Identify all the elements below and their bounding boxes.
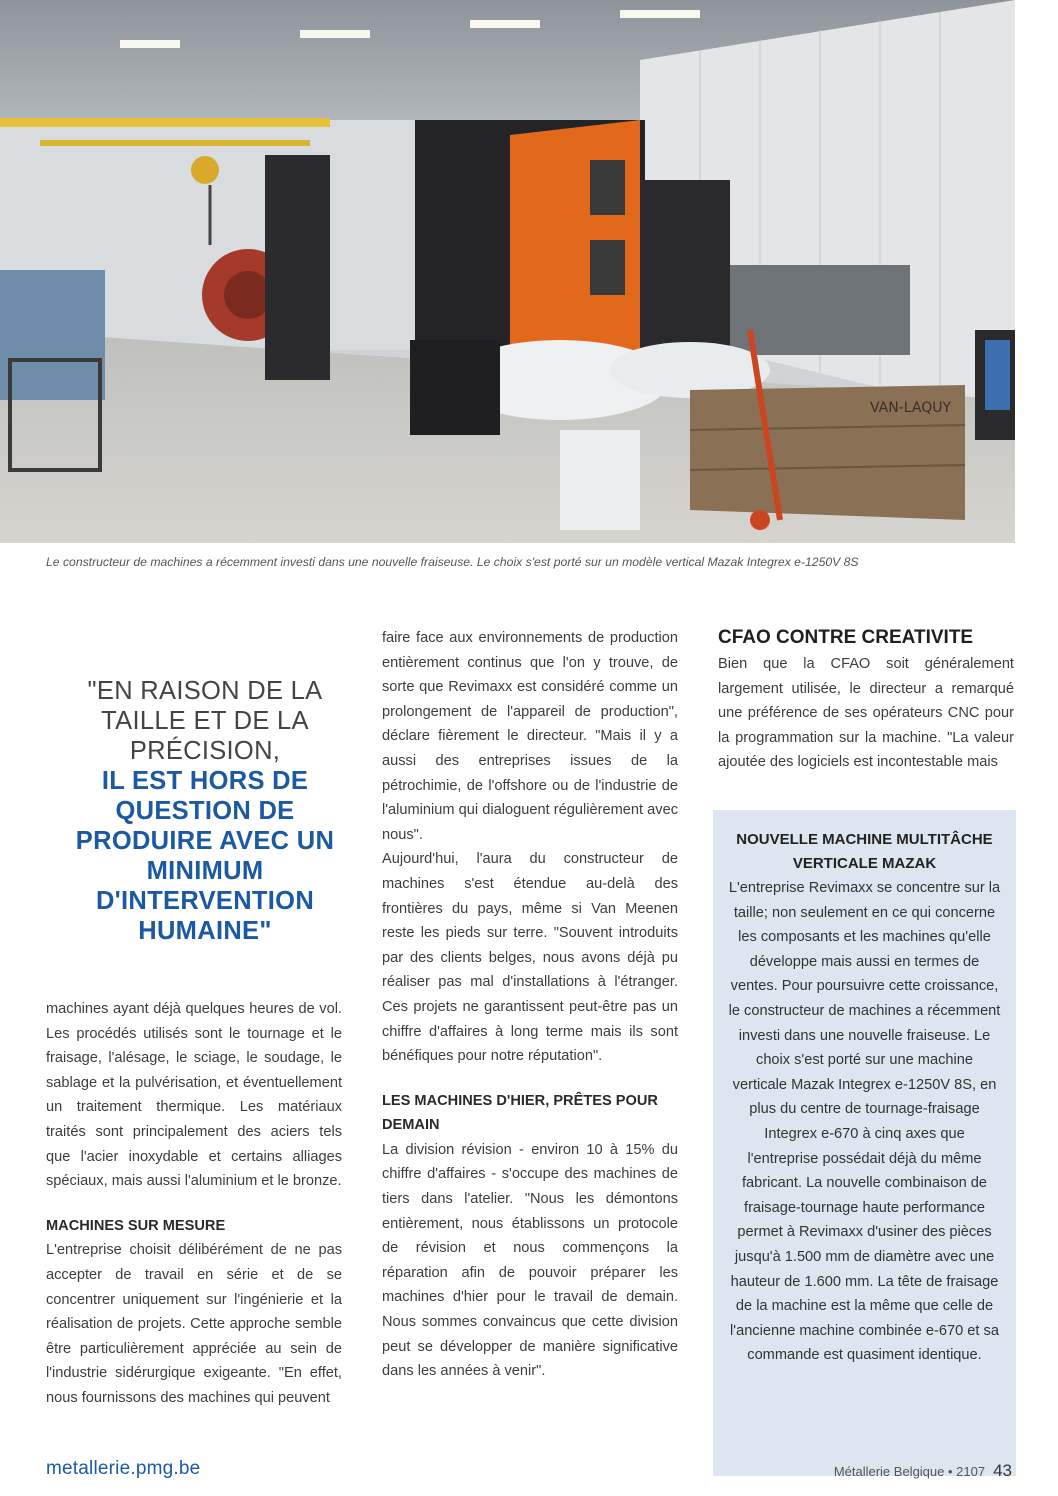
paragraph: Aujourd'hui, l'aura du constructeur de machines s'est étendue au-delà des frontières du pays, même si Van Meenen reste les pieds sur terre. "Souvent introduits par des clients belges, nous avons déjà pu réaliser pas mal d'installations à l'étranger. Ces projets ne garantissent peut-être pas un chiffre d'affaires à long terme mais ils sont bénéfiques pour notre réputation". — [382, 851, 678, 1065]
column-1 — [46, 997, 342, 1411]
paragraph: faire face aux environnements de production entièrement continus que l'on y trouve, de sorte que Revimaxx est considéré comme un prolongement de l'appareil de production", déclare fièrement le directeur. "Mais il y a aussi des entreprises issues de la pétrochimie, de l'offshore ou de l'industrie de l'aluminium qui dialoguent régulièrement avec nous". — [382, 630, 678, 843]
magazine-name: Métallerie Belgique • 2107 — [833, 1464, 986, 1479]
photo-caption: Le constructeur de machines a récemment investi dans une nouvelle fraiseuse. Le choix s'est porté sur un modèle vertical Mazak Integrex e-1250V 8S — [46, 555, 859, 569]
crate-label: VAN-LAQUY — [870, 400, 952, 416]
paragraph: machines ayant déjà quelques heures de vol. Les procédés utilisés sont le tournage et le fraisage, l'alésage, le sciage, le soudage, le sablage et la pulvérisation, et éventuellement un traitement thermique. Les matériaux traités sont principalement des aciers tels que l'acier inoxydable et certains alliages spéciaux, mais aussi l'aluminium et le bronze. — [46, 1001, 342, 1190]
website-link[interactable]: metallerie.pmg.be — [46, 1458, 201, 1479]
sidebar-box — [713, 810, 1016, 1476]
pull-quote — [50, 676, 360, 946]
factory-photo-illustration — [0, 0, 1015, 543]
column-3 — [718, 626, 1014, 775]
section-heading: MACHINES SUR MESURE — [46, 1217, 226, 1234]
page-number: 43 — [993, 1461, 1012, 1480]
section-heading: LES MACHINES D'HIER, PRÊTES POUR DEMAIN — [382, 1092, 658, 1134]
orange-machine — [510, 120, 640, 355]
column-2 — [382, 626, 678, 1384]
page-footer — [834, 1461, 1012, 1481]
crane-beam — [0, 118, 330, 127]
paragraph: Bien que la CFAO soit généralement largement utilisée, le directeur a remarqué une préférence de ses opérateurs CNC pour la programmation sur la machine. "La valeur ajoutée des logiciels est incontestable mais — [718, 656, 1014, 771]
pull-quote-plain: "EN RAISON DE LA TAILLE ET DE LA PRÉCISION, — [87, 677, 323, 765]
pull-quote-bold: IL EST HORS DE QUESTION DE PRODUIRE AVEC UN MINIMUM D'INTERVENTION HUMAINE" — [75, 767, 335, 945]
paragraph: L'entreprise choisit délibérément de ne pas accepter de travail en série et de se concentrer uniquement sur l'ingénierie et la réalisation de projets. Cette approche semble être particulièrement appréciée au sein de l'industrie sidérurgique exigeante. "En effet, nous fournissons des machines qui peuvent — [46, 1242, 342, 1406]
crane-hook — [191, 156, 219, 184]
section-heading: CFAO CONTRE CREATIVITE — [718, 627, 974, 648]
factory-photo — [0, 0, 1015, 543]
sidebar-title: NOUVELLE MACHINE MULTITÂCHE VERTICALE MAZAK — [736, 831, 993, 872]
sidebar-body: L'entreprise Revimaxx se concentre sur la taille; non seulement en ce qui concerne les composants et les machines qu'elle développe mais aussi en termes de ventes. Pour poursuivre cette croissance, le constructeur de machines a récemment investi dans une nouvelle fraiseuse. Le choix s'est porté sur une machine verticale Mazak Integrex e-1250V 8S, en plus du centre de tournage-fraisage Integrex e-670 à cinq axes que l'entreprise possédait déjà du même fabricant. La nouvelle combinaison de fraisage-tournage haute performance permet à Revimaxx d'usiner des pièces jusqu'à 1.500 mm de diamètre avec une hauteur de 1.600 mm. La tête de fraisage de la machine est la même que celle de l'ancienne machine combinée e-670 et sa commande est quasiment identique. — [728, 880, 1001, 1364]
paragraph: La division révision - environ 10 à 15% du chiffre d'affaires - s'occupe des machines de tiers dans l'atelier. "Nous les démontons entièrement, nous établissons un protocole de révision et nous commençons la réparation afin de pouvoir préparer les machines d'hier pour le travail de demain. Nous sommes convaincus que cette division peut se développer de manière significative dans les années à venir". — [382, 1141, 678, 1380]
